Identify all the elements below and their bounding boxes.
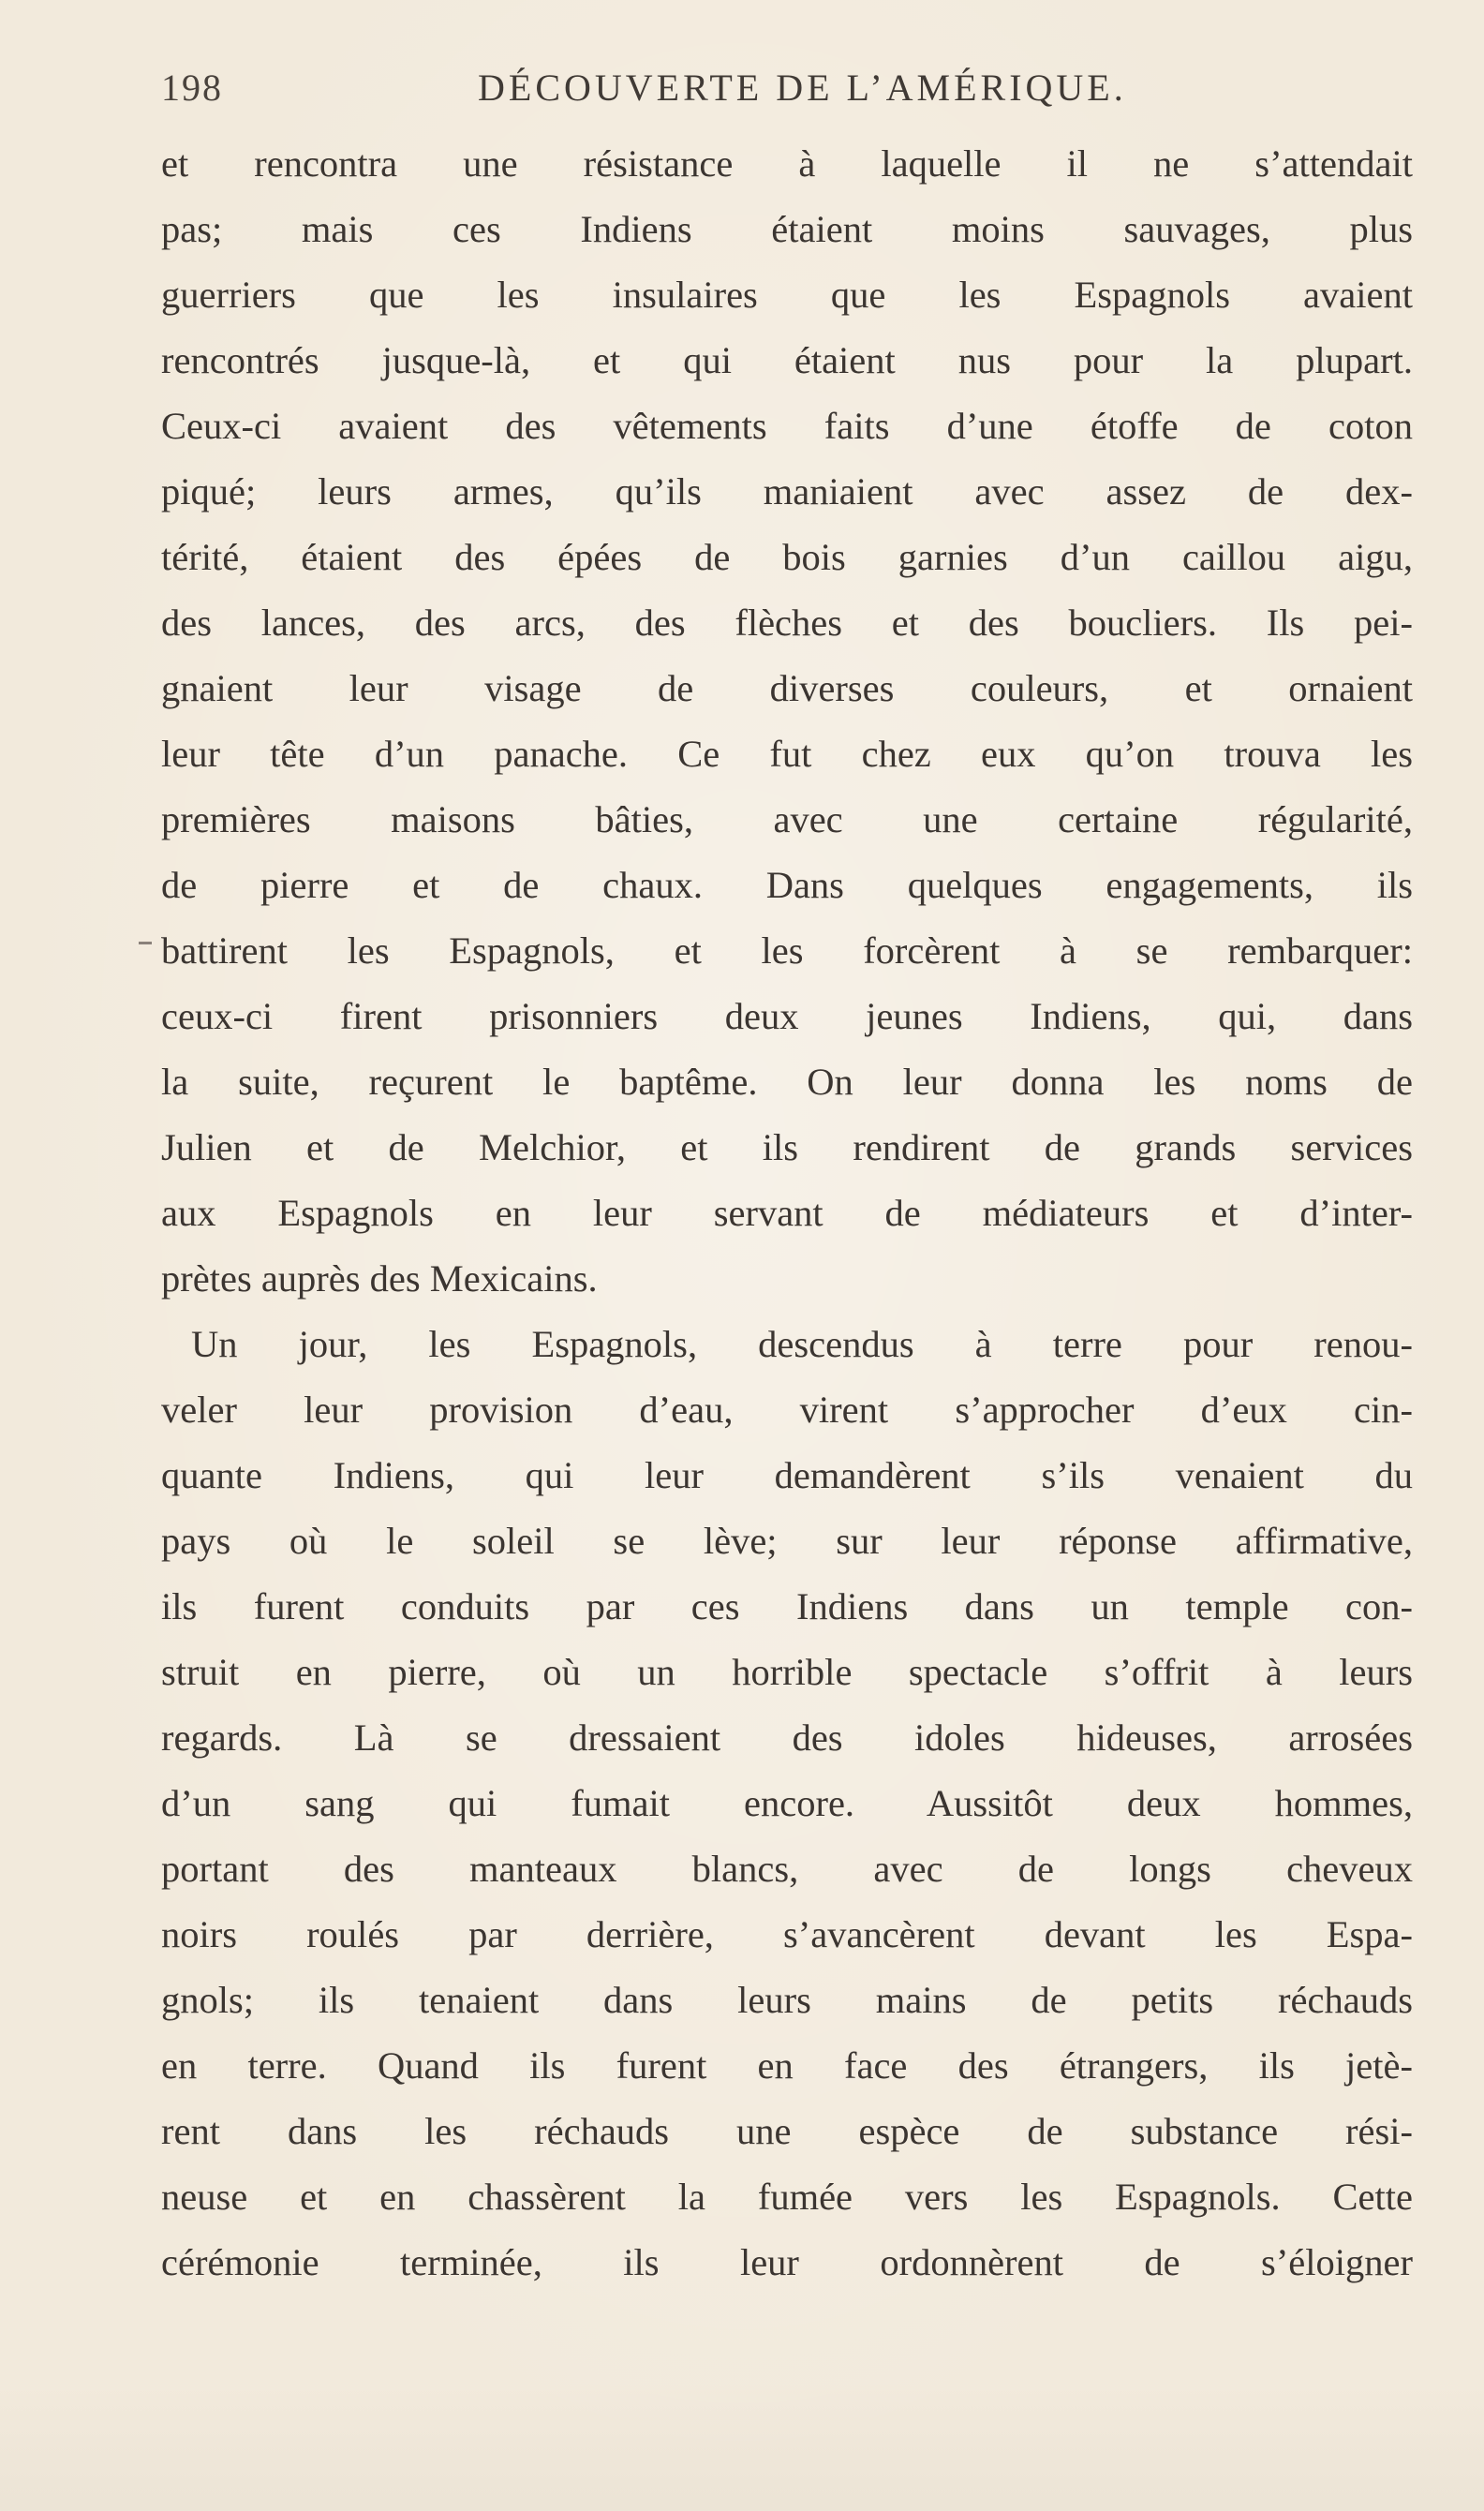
paragraph-start-line: Un jour, les Espagnols, descendus à terre pour renou- — [191, 1323, 1413, 1365]
text-line: térité, étaient des épées de bois garnies d’un caillou aigu, — [161, 536, 1413, 578]
text-line: pas; mais ces Indiens étaient moins sauvages, plus — [161, 208, 1413, 250]
text-line: struit en pierre, où un horrible spectacle s’offrit à leurs — [161, 1651, 1413, 1693]
text-line: d’un sang qui fumait encore. Aussitôt deux hommes, — [161, 1782, 1413, 1824]
text-line: battirent les Espagnols, et les forcèrent à se rembarquer: — [161, 929, 1413, 972]
text-line: Julien et de Melchior, et ils rendirent de grands services — [161, 1126, 1413, 1168]
page-header — [161, 66, 1413, 112]
text-line: des lances, des arcs, des flèches et des boucliers. Ils pei- — [161, 602, 1413, 644]
text-line: premières maisons bâties, avec une certaine régularité, — [161, 798, 1413, 840]
text-line: guerriers que les insulaires que les Espagnols avaient — [161, 274, 1413, 316]
text-line: aux Espagnols en leur servant de médiateurs et d’inter- — [161, 1192, 1413, 1234]
page-bottom-shade — [0, 2380, 1484, 2511]
text-line: gnaient leur visage de diverses couleurs, et ornaient — [161, 667, 1413, 709]
text-line: quante Indiens, qui leur demandèrent s’ils venaient du — [161, 1454, 1413, 1496]
text-line: et rencontra une résistance à laquelle il ne s’attendait — [161, 142, 1413, 185]
text-line: leur tête d’un panache. Ce fut chez eux qu’on trouva les — [161, 733, 1413, 775]
text-line: noirs roulés par derrière, s’avancèrent devant les Espa- — [161, 1913, 1413, 1955]
text-line: neuse et en chassèrent la fumée vers les Espagnols. Cette — [161, 2176, 1413, 2218]
paragraph-end-line: prètes auprès des Mexicains. — [161, 1257, 598, 1300]
text-line: veler leur provision d’eau, virent s’approcher d’eux cin- — [161, 1389, 1413, 1431]
text-line: de pierre et de chaux. Dans quelques engagements, ils — [161, 864, 1413, 906]
text-line: la suite, reçurent le baptême. On leur donna les noms de — [161, 1061, 1413, 1103]
text-line: Ceux-ci avaient des vêtements faits d’une étoffe de coton — [161, 405, 1413, 447]
text-line: rent dans les réchauds une espèce de substance rési- — [161, 2110, 1413, 2152]
text-line: portant des manteaux blancs, avec de longs cheveux — [161, 1848, 1413, 1890]
text-line: rencontrés jusque-là, et qui étaient nus pour la plupart. — [161, 339, 1413, 381]
text-line: ils furent conduits par ces Indiens dans un temple con- — [161, 1585, 1413, 1627]
page-number: 198 — [161, 67, 223, 109]
margin-mark — [139, 942, 152, 944]
running-title: DÉCOUVERTE DE L’AMÉRIQUE. — [478, 67, 1127, 109]
text-line: en terre. Quand ils furent en face des étrangers, ils jetè- — [161, 2044, 1413, 2087]
body-text — [161, 131, 1413, 2296]
text-line: cérémonie terminée, ils leur ordonnèrent de s’éloigner — [161, 2241, 1413, 2283]
text-line: regards. Là se dressaient des idoles hideuses, arrosées — [161, 1716, 1413, 1759]
text-line: pays où le soleil se lève; sur leur réponse affirmative, — [161, 1520, 1413, 1562]
text-line: piqué; leurs armes, qu’ils maniaient avec assez de dex- — [161, 470, 1413, 513]
text-line: ceux-ci firent prisonniers deux jeunes Indiens, qui, dans — [161, 995, 1413, 1037]
text-line: gnols; ils tenaient dans leurs mains de petits réchauds — [161, 1979, 1413, 2021]
